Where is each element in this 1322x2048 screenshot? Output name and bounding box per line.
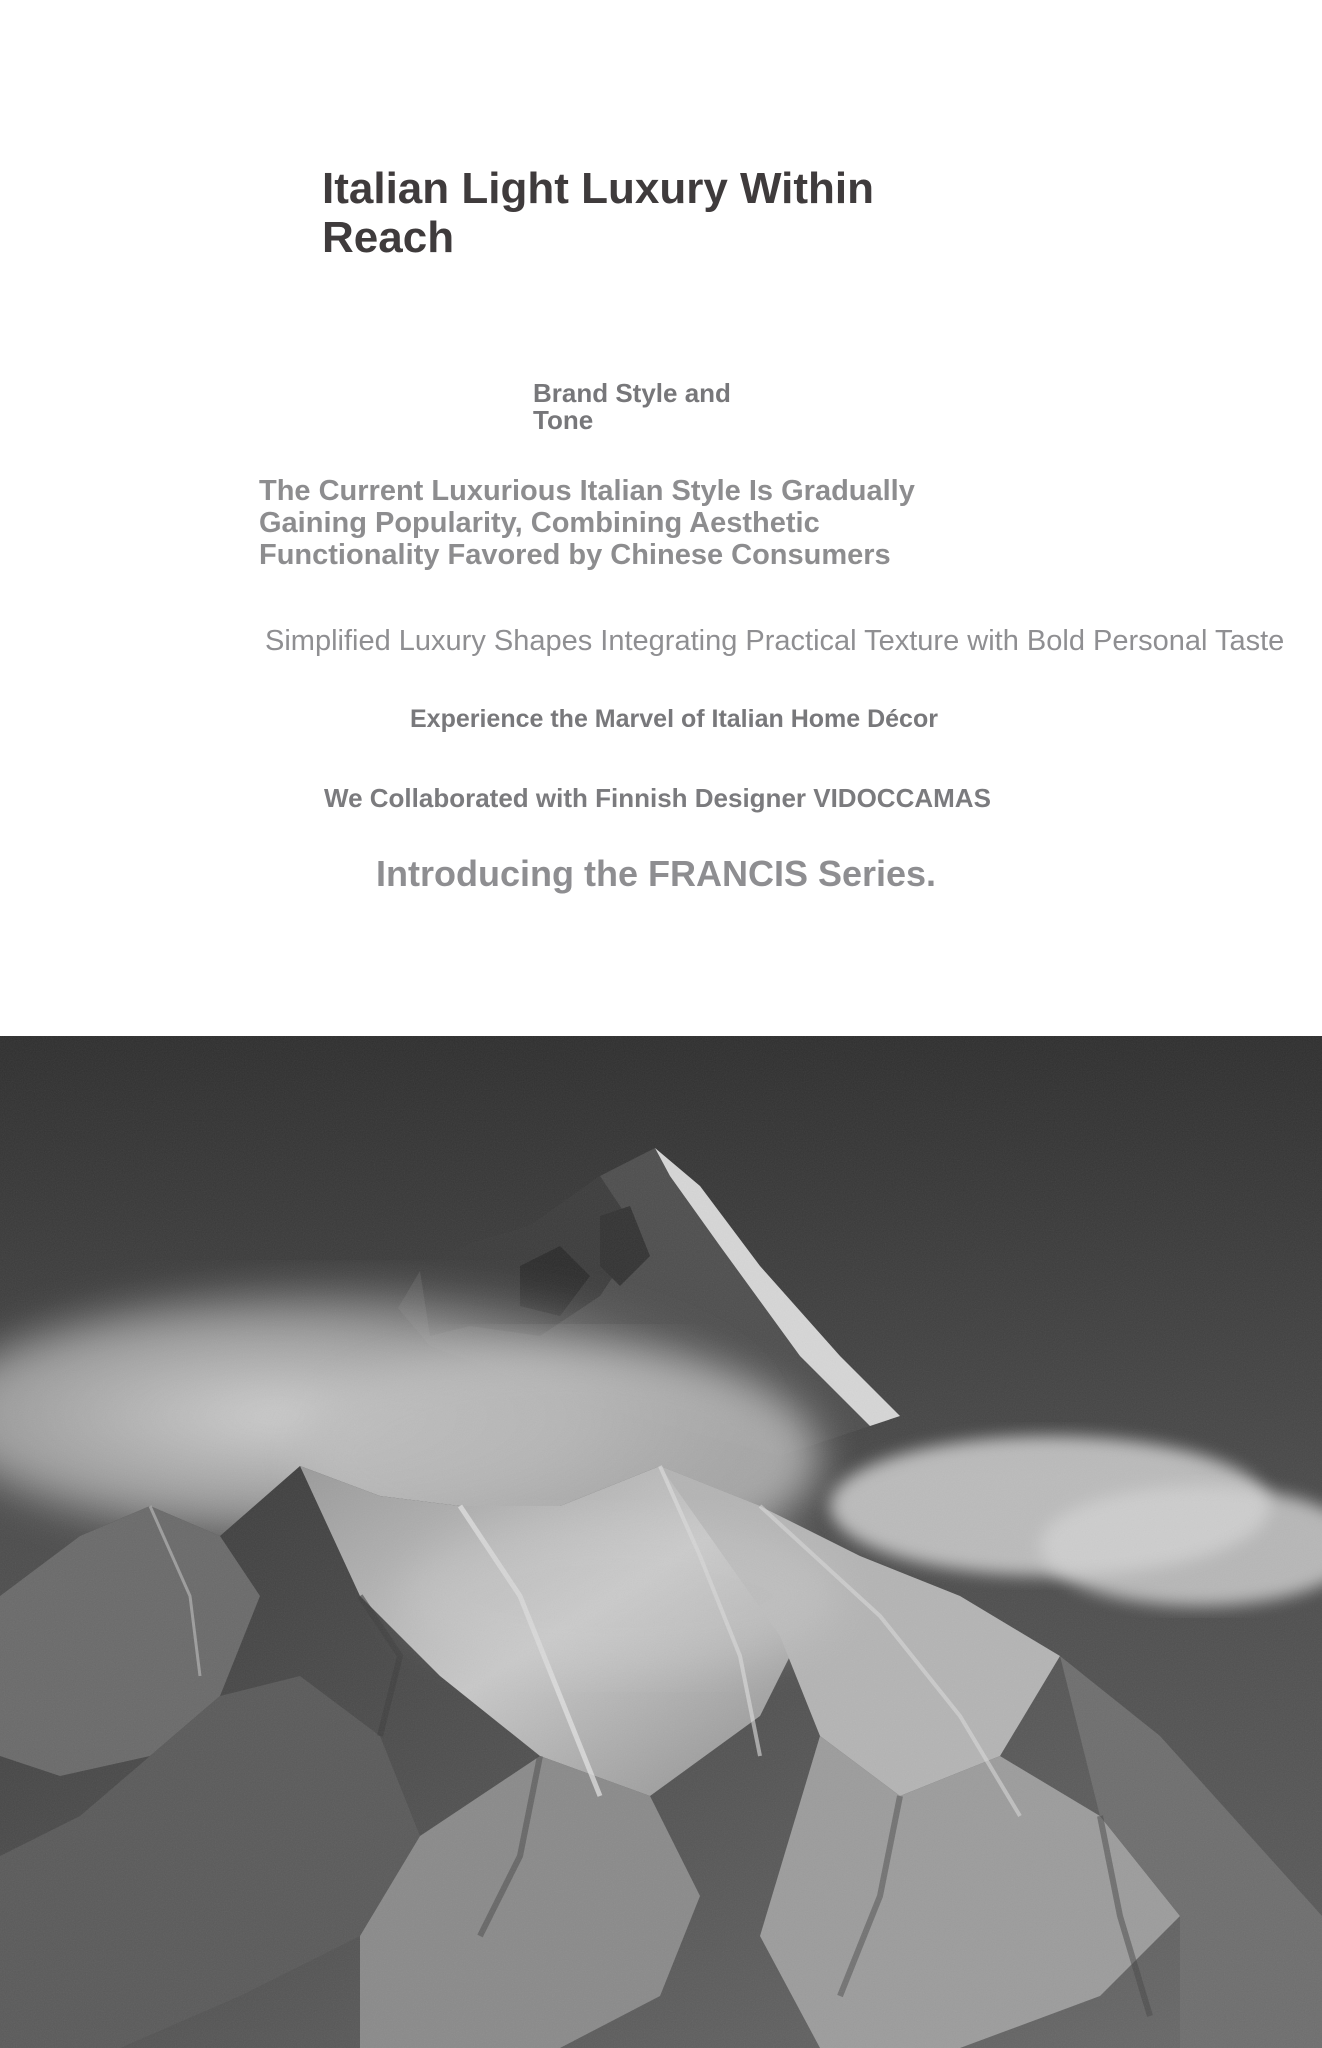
francis-series-text: Introducing the FRANCIS Series. bbox=[376, 853, 937, 894]
current-style-paragraph: The Current Luxurious Italian Style Is Gradually Gaining Popularity, Combining Aesthetic Functionality Favored by Chinese Consumers bbox=[259, 475, 915, 571]
mountain-hero-image bbox=[0, 1036, 1322, 2048]
page-title: Italian Light Luxury Within Reach bbox=[322, 164, 875, 263]
brand-style-heading: Brand Style and Tone bbox=[533, 378, 731, 436]
simplified-luxury-text: Simplified Luxury Shapes Integrating Practical Texture with Bold Personal Taste bbox=[265, 625, 1285, 657]
mountain-photo bbox=[0, 1036, 1322, 2048]
collaboration-text: We Collaborated with Finnish Designer VIDOCCAMAS bbox=[324, 783, 991, 813]
experience-text: Experience the Marvel of Italian Home Décor bbox=[410, 705, 938, 733]
